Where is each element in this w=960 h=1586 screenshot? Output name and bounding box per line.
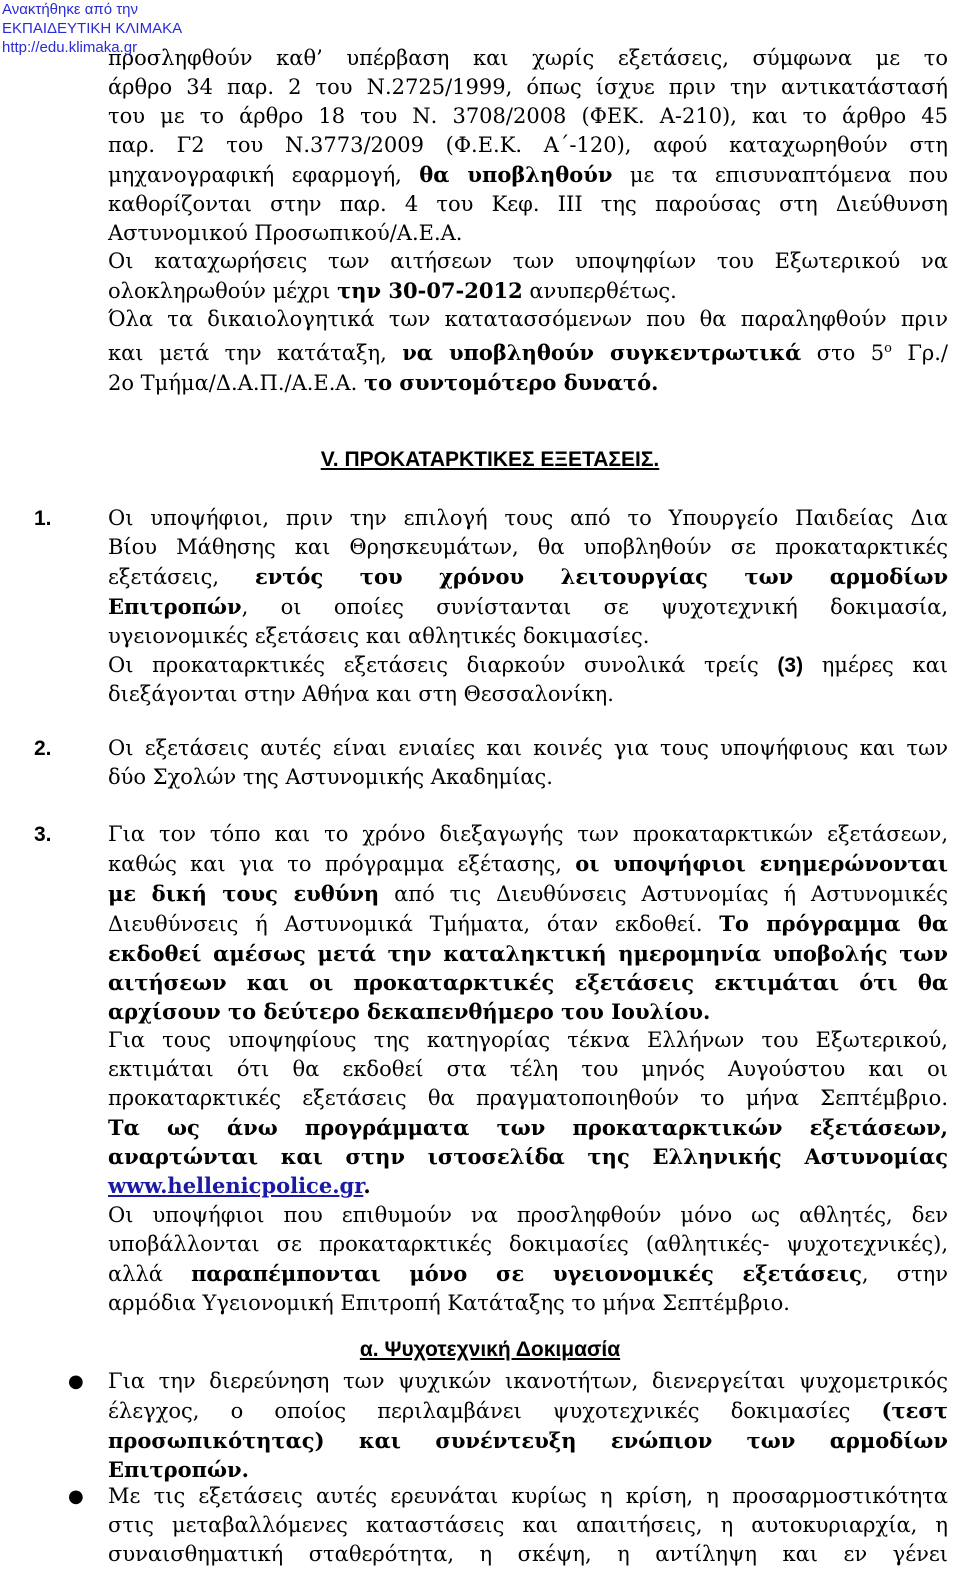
- bold-run: .: [363, 1173, 371, 1198]
- watermark-line: Ανακτήθηκε από την: [2, 1, 139, 18]
- text-line: [108, 1259, 948, 1289]
- text-run: Οι προκαταρκτικές εξετάσεις διαρκούν συνολικά τρείς: [108, 653, 778, 677]
- text-line: Τα ως άνω προγράμματα των προκαταρκτικών εξετάσεων,: [108, 1115, 948, 1140]
- text-run: Διευθύνσεις ή Αστυνομικά Τμήματα, όταν εκδοθεί.: [108, 912, 720, 936]
- text-line: αρμόδια Υγειονομική Επιτροπή Κατάταξης το μήνα Σεπτέμβριο.: [108, 1291, 790, 1315]
- watermark: [2, 0, 182, 57]
- text-line: στις μεταβαλλόμενες καταστάσεις και απαιτήσεις, η αυτοκυριαρχία, η: [108, 1513, 948, 1537]
- text-line: Βίου Μάθησης και Θρησκευμάτων, θα υποβληθούν σε προκαταρκτικές: [108, 535, 948, 559]
- text-run: καθώς και για το πρόγραμμα εξέτασης,: [108, 852, 576, 876]
- text-line: συναισθηματική σταθερότητα, η σκέψη, η αντίληψη και εν γένει: [108, 1542, 948, 1566]
- item-2-text: [108, 734, 948, 792]
- text-line: [108, 368, 948, 398]
- item-number: 1.: [34, 507, 52, 530]
- text-line: Οι εξετάσεις αυτές είναι ενιαίες και κοινές για τους υποψήφιους και των: [108, 736, 948, 760]
- watermark-line: ΕΚΠΑΙΔΕΥΤΙΚΗ ΚΛΙΜΑΚΑ: [2, 20, 183, 37]
- text-line: [108, 1171, 948, 1201]
- text-run: , οι οποίες συνίστανται σε ψυχοτεχνική δοκιμασία,: [241, 595, 948, 619]
- superscript: ο: [884, 341, 892, 356]
- text-run: ανυπερθέτως.: [522, 279, 677, 303]
- text-line: αιτήσεων και οι προκαταρκτικές εξετάσεις εκτιμάται ότι θα: [108, 970, 948, 995]
- text-run: στο 5: [801, 341, 885, 365]
- text-line: Για τους υποψηφίους της κατηγορίας τέκνα Ελλήνων του Εξωτερικού,: [108, 1028, 948, 1052]
- text-line: [108, 276, 948, 306]
- item-3-text: [108, 820, 948, 1318]
- text-line: υποβάλλονται σε προκαταρκτικές δοκιμασίες (αθλητικές- ψυχοτεχνικές),: [108, 1232, 948, 1256]
- text-line: παρ. Γ2 του Ν.3773/2009 (Φ.Ε.Κ. Α΄-120), αφού καταχωρηθούν στη: [108, 133, 948, 157]
- text-line: άρθρο 34 παρ. 2 του Ν.2725/1999, όπως ίσχυε πριν την αντικατάστασή: [108, 75, 948, 99]
- text-run: αλλά: [108, 1262, 192, 1286]
- text-line: [108, 562, 948, 592]
- bold-run: Το πρόγραμμα θα: [719, 911, 948, 936]
- bullet-2-text: [108, 1482, 948, 1569]
- text-line: του με το άρθρο 18 του Ν. 3708/2008 (ΦΕΚ. Α-210), και το άρθρο 45: [108, 104, 948, 128]
- text-line: [108, 651, 948, 680]
- text-line: Για την διερεύνηση των ψυχικών ικανοτήτων, διενεργείται ψυχομετρικός: [108, 1369, 948, 1393]
- text-line: Οι υποψήφιοι που επιθυμούν να προσληφθούν μόνο ως αθλητές, δεν: [108, 1203, 948, 1227]
- text-line: αναρτώνται και στην ιστοσελίδα της Ελληνικής Αστυνομίας: [108, 1144, 948, 1169]
- text-line: [108, 334, 948, 368]
- item-number: 2.: [34, 737, 52, 760]
- text-line: προκαταρκτικές εξετάσεις θα πραγματοποιηθούν το μήνα Σεπτέμβριο.: [108, 1086, 948, 1110]
- text-line: [108, 879, 948, 909]
- bold-run: εντός του χρόνου λειτουργίας των αρμοδίων: [254, 564, 949, 589]
- text-line: εκδοθεί αμέσως μετά την καταληκτική ημερομηνία υποβολής των: [108, 941, 948, 966]
- text-run: έλεγχος, ο οποίος περιλαμβάνει ψυχοτεχνικές δοκιμασίες: [108, 1399, 882, 1423]
- item-number: 3.: [34, 823, 52, 846]
- paragraph-intro: [108, 44, 948, 248]
- text-line: προσωπικότητας) και συνέντευξη ενώπιον των αρμοδίων: [108, 1428, 948, 1453]
- bold-run: θα υποβληθούν: [419, 162, 613, 187]
- text-line: Επιτροπών.: [108, 1457, 249, 1482]
- text-line: [108, 1396, 948, 1426]
- text-run: , στην: [861, 1262, 948, 1286]
- section-heading-a: α. Ψυχοτεχνική Δοκιμασία: [359, 1338, 621, 1361]
- paragraph-documents: [108, 305, 948, 398]
- text-line: καθορίζονται στην παρ. 4 του Κεφ. ΙΙΙ της παρούσας στη Διεύθυνση: [108, 192, 948, 216]
- text-run: Γρ./: [891, 341, 949, 365]
- text-line: Όλα τα δικαιολογητικά των κατατασσόμενων που θα παραληφθούν πριν: [108, 307, 948, 331]
- bullet-dot-icon: ●: [68, 1486, 84, 1507]
- bold-run: Επιτροπών: [108, 594, 242, 619]
- text-line: Αστυνομικού Προσωπικού/Α.Ε.Α.: [108, 221, 463, 245]
- text-line: προσληφθούν καθ’ υπέρβαση και χωρίς εξετάσεις, σύμφωνα με το: [108, 46, 948, 70]
- watermark-link[interactable]: http://edu.klimaka.gr: [2, 39, 138, 56]
- text-run: εξετάσεις,: [108, 565, 255, 589]
- paragraph-deadline: [108, 247, 948, 306]
- bold-run: οι υποψήφιοι ενημερώνονται: [575, 851, 948, 876]
- bold-run: παραπέμπονται μόνο σε υγειονομικές εξετάσεις: [191, 1261, 862, 1286]
- text-run: 2ο Τμήμα/Δ.Α.Π./Α.Ε.Α.: [108, 371, 364, 395]
- text-run: και μετά την κατάταξη,: [108, 341, 403, 365]
- bold-run: με δική τους ευθύνη: [108, 881, 380, 906]
- text-line: Οι καταχωρήσεις των αιτήσεων των υποψηφίων του Εξωτερικού να: [108, 249, 948, 273]
- section-heading-v: V. ΠΡΟΚΑΤΑΡΚΤΙΚΕΣ ΕΞΕΤΑΣΕΙΣ.: [320, 448, 660, 471]
- text-run: ολοκληρωθούν μέχρι: [108, 279, 338, 303]
- bullet-dot-icon: ●: [68, 1371, 84, 1392]
- text-line: εκτιμάται ότι θα εκδοθεί στα τέλη του μηνός Αυγούστου και οι: [108, 1057, 948, 1081]
- bold-run: την 30-07-2012: [337, 278, 523, 303]
- text-line: υγειονομικές εξετάσεις και αθλητικές δοκιμασίες.: [108, 624, 650, 648]
- text-run: από τις Διευθύνσεις Αστυνομίας ή Αστυνομικές: [379, 882, 948, 906]
- text-line: [108, 160, 948, 190]
- text-line: δύο Σχολών της Αστυνομικής Ακαδημίας.: [108, 765, 553, 789]
- text-line: Οι υποψήφιοι, πριν την επιλογή τους από το Υπουργείο Παιδείας Δια: [108, 506, 948, 530]
- bold-run: (τεστ: [881, 1398, 948, 1423]
- bold-run: να υποβληθούν συγκεντρωτικά: [402, 340, 802, 365]
- text-line: [108, 909, 948, 939]
- text-line: [108, 592, 948, 622]
- bullet-1-text: [108, 1367, 948, 1484]
- text-run: με τα επισυναπτόμενα που: [612, 163, 948, 187]
- item-1-text: [108, 504, 948, 709]
- text-line: [108, 849, 948, 879]
- text-line: Με τις εξετάσεις αυτές ερευνάται κυρίως η κρίση, η προσαρμοστικότητα: [108, 1484, 948, 1508]
- bold-run: το συντομότερο δυνατό.: [363, 370, 659, 395]
- text-run: ημέρες και: [803, 653, 948, 677]
- text-line: Για τον τόπο και το χρόνο διεξαγωγής των προκαταρκτικών εξετάσεων,: [108, 822, 948, 846]
- text-line: αρχίσουν το δεύτερο δεκαπενθήμερο του Ιουλίου.: [108, 999, 711, 1024]
- text-line: διεξάγονται στην Αθήνα και στη Θεσσαλονίκη.: [108, 682, 614, 706]
- hellenicpolice-link[interactable]: www.hellenicpolice.gr: [108, 1173, 364, 1198]
- bold-run: (3): [777, 654, 804, 677]
- text-run: μηχανογραφική εφαρμογή,: [108, 163, 420, 187]
